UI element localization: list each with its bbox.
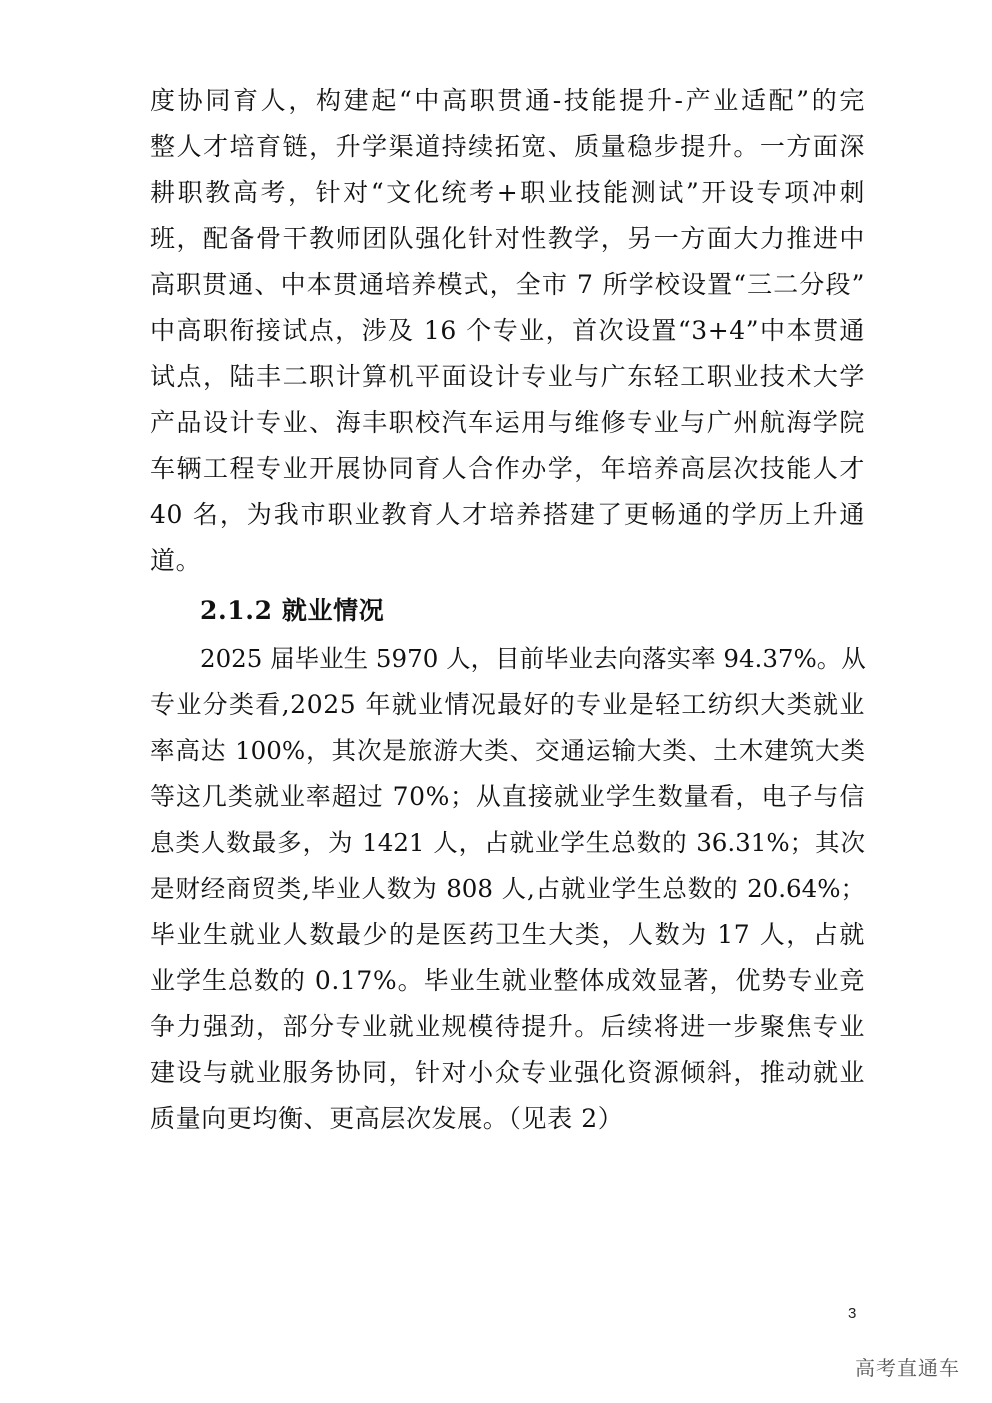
text-line: 中高职衔接试点，涉及 16 个专业，首次设置“3+4”中本贯通: [150, 316, 865, 345]
text-line: 耕职教高考，针对“文化统考+职业技能测试”开设专项冲刺: [150, 178, 865, 207]
text-line: 是财经商贸类,毕业人数为 808 人,占就业学生总数的 20.64%；: [150, 874, 865, 903]
text-line: 产品设计专业、海丰职校汽车运用与维修专业与广州航海学院: [150, 408, 865, 437]
text-line: 争力强劲，部分专业就业规模待提升。后续将进一步聚焦专业: [150, 1012, 865, 1041]
text-line: 质量向更均衡、更高层次发展。（见表 2）: [150, 1104, 624, 1133]
text-line: 等这几类就业率超过 70%；从直接就业学生数量看，电子与信: [150, 782, 865, 811]
text-line: 整人才培育链，升学渠道持续拓宽、质量稳步提升。一方面深: [150, 132, 865, 161]
text-line: 车辆工程专业开展协同育人合作办学，年培养高层次技能人才: [150, 454, 865, 483]
text-line: 道。: [150, 546, 202, 575]
text-line: 2025 届毕业生 5970 人，目前毕业去向落实率 94.37%。从: [200, 644, 866, 673]
text-line: 专业分类看,2025 年就业情况最好的专业是轻工纺织大类就业: [150, 690, 865, 719]
text-line: 班，配备骨干教师团队强化针对性教学，另一方面大力推进中: [150, 224, 865, 253]
text-line: 率高达 100%，其次是旅游大类、交通运输大类、土木建筑大类: [150, 736, 865, 765]
section-heading: 2.1.2 就业情况: [200, 596, 385, 625]
text-line: 建设与就业服务协同，针对小众专业强化资源倾斜，推动就业: [150, 1058, 865, 1087]
text-line: 试点，陆丰二职计算机平面设计专业与广东轻工职业技术大学: [150, 362, 865, 391]
text-line: 毕业生就业人数最少的是医药卫生大类，人数为 17 人，占就: [150, 920, 865, 949]
text-line: 度协同育人，构建起“中高职贯通-技能提升-产业适配”的完: [150, 86, 865, 115]
text-line: 高职贯通、中本贯通培养模式，全市 7 所学校设置“三二分段”: [150, 270, 865, 299]
page-number: 3: [848, 1305, 857, 1322]
watermark: 高考直通车: [855, 1356, 960, 1380]
text-line: 息类人数最多，为 1421 人，占就业学生总数的 36.31%；其次: [150, 828, 865, 857]
text-line: 40 名，为我市职业教育人才培养搭建了更畅通的学历上升通: [150, 500, 865, 529]
text-line: 业学生总数的 0.17%。毕业生就业整体成效显著，优势专业竞: [150, 966, 865, 995]
